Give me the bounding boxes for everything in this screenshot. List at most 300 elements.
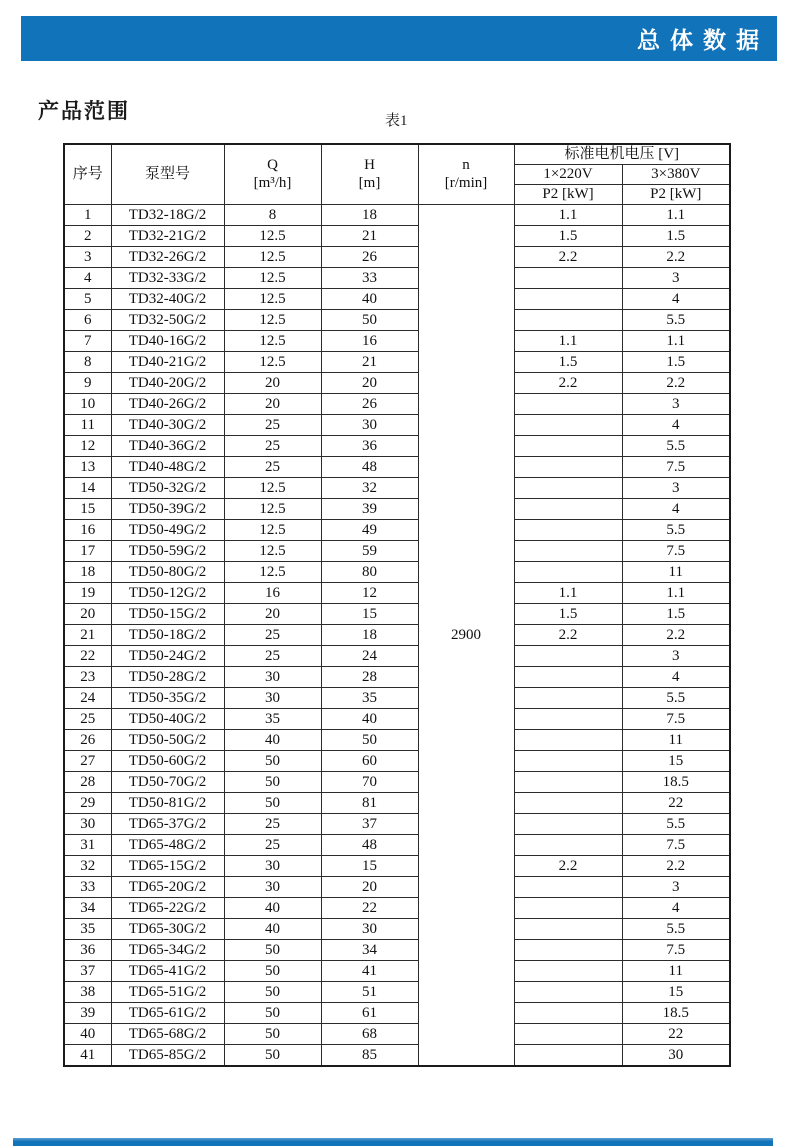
header-voltage-group: 标准电机电压 [V]: [514, 144, 730, 164]
row-index-cell: 34: [64, 897, 111, 918]
table-row: [64, 729, 730, 750]
head-h-cell: 50: [321, 729, 418, 750]
pump-model-cell: TD65-20G/2: [111, 876, 224, 897]
p2-380v-cell: 18.5: [622, 771, 730, 792]
p2-220v-cell: [514, 1002, 622, 1023]
table-row: [64, 204, 730, 225]
table-row: [64, 1023, 730, 1044]
pump-model-cell: TD40-48G/2: [111, 456, 224, 477]
flow-q-cell: 30: [224, 855, 321, 876]
row-index-cell: 15: [64, 498, 111, 519]
p2-380v-cell: 30: [622, 1044, 730, 1066]
head-h-cell: 12: [321, 582, 418, 603]
head-h-cell: 28: [321, 666, 418, 687]
pump-model-cell: TD50-80G/2: [111, 561, 224, 582]
row-index-cell: 27: [64, 750, 111, 771]
row-index-cell: 38: [64, 981, 111, 1002]
header-v380: 3×380V: [622, 164, 730, 184]
row-index-cell: 16: [64, 519, 111, 540]
p2-380v-cell: 3: [622, 645, 730, 666]
flow-q-cell: 20: [224, 372, 321, 393]
p2-380v-cell: 4: [622, 666, 730, 687]
flow-q-cell: 20: [224, 603, 321, 624]
row-index-cell: 39: [64, 1002, 111, 1023]
pump-model-cell: TD65-85G/2: [111, 1044, 224, 1066]
p2-220v-cell: [514, 750, 622, 771]
pump-model-cell: TD65-51G/2: [111, 981, 224, 1002]
pump-model-cell: TD32-26G/2: [111, 246, 224, 267]
p2-220v-cell: [514, 1023, 622, 1044]
p2-380v-cell: 5.5: [622, 309, 730, 330]
flow-q-cell: 40: [224, 918, 321, 939]
pump-model-cell: TD50-49G/2: [111, 519, 224, 540]
pump-model-cell: TD32-18G/2: [111, 204, 224, 225]
p2-220v-cell: [514, 561, 622, 582]
flow-q-cell: 25: [224, 456, 321, 477]
pump-data-table: [63, 143, 731, 1067]
p2-220v-cell: 1.5: [514, 603, 622, 624]
p2-380v-cell: 5.5: [622, 435, 730, 456]
p2-220v-cell: [514, 897, 622, 918]
p2-380v-cell: 4: [622, 897, 730, 918]
p2-220v-cell: 1.5: [514, 225, 622, 246]
p2-380v-cell: 3: [622, 267, 730, 288]
table-caption: 表1: [385, 113, 408, 129]
table-row: [64, 1044, 730, 1066]
head-h-cell: 30: [321, 918, 418, 939]
row-index-cell: 5: [64, 288, 111, 309]
p2-220v-cell: [514, 960, 622, 981]
header-col-q: [224, 144, 321, 204]
header-col-index: 序号: [64, 144, 111, 204]
p2-220v-cell: 2.2: [514, 372, 622, 393]
p2-380v-cell: 2.2: [622, 624, 730, 645]
table-row: [64, 309, 730, 330]
table-row: [64, 288, 730, 309]
pump-model-cell: TD50-24G/2: [111, 645, 224, 666]
row-index-cell: 3: [64, 246, 111, 267]
head-h-cell: 50: [321, 309, 418, 330]
pump-model-cell: TD50-70G/2: [111, 771, 224, 792]
p2-220v-cell: [514, 477, 622, 498]
head-h-cell: 48: [321, 456, 418, 477]
table-row: [64, 1002, 730, 1023]
flow-q-cell: 8: [224, 204, 321, 225]
flow-q-cell: 25: [224, 645, 321, 666]
p2-220v-cell: 2.2: [514, 246, 622, 267]
flow-q-cell: 50: [224, 1044, 321, 1066]
head-h-cell: 33: [321, 267, 418, 288]
flow-q-cell: 12.5: [224, 288, 321, 309]
pump-model-cell: TD40-26G/2: [111, 393, 224, 414]
table-row: [64, 792, 730, 813]
p2-220v-cell: [514, 414, 622, 435]
pump-model-cell: TD65-48G/2: [111, 834, 224, 855]
p2-220v-cell: 2.2: [514, 624, 622, 645]
head-h-cell: 16: [321, 330, 418, 351]
table-row: [64, 708, 730, 729]
head-h-cell: 48: [321, 834, 418, 855]
table-row: [64, 561, 730, 582]
head-h-cell: 26: [321, 393, 418, 414]
pump-model-cell: TD50-35G/2: [111, 687, 224, 708]
p2-220v-cell: [514, 1044, 622, 1066]
p2-220v-cell: 1.1: [514, 330, 622, 351]
p2-220v-cell: [514, 939, 622, 960]
table-header: [64, 144, 730, 204]
head-h-cell: 21: [321, 351, 418, 372]
row-index-cell: 7: [64, 330, 111, 351]
row-index-cell: 8: [64, 351, 111, 372]
flow-q-cell: 12.5: [224, 330, 321, 351]
p2-380v-cell: 15: [622, 750, 730, 771]
head-h-cell: 24: [321, 645, 418, 666]
header-p2-380: P2 [kW]: [622, 184, 730, 204]
pump-model-cell: TD50-60G/2: [111, 750, 224, 771]
flow-q-cell: 30: [224, 666, 321, 687]
head-h-cell: 22: [321, 897, 418, 918]
flow-q-cell: 12.5: [224, 309, 321, 330]
row-index-cell: 18: [64, 561, 111, 582]
head-h-cell: 80: [321, 561, 418, 582]
p2-220v-cell: [514, 813, 622, 834]
p2-380v-cell: 7.5: [622, 939, 730, 960]
p2-380v-cell: 4: [622, 498, 730, 519]
p2-220v-cell: 1.5: [514, 351, 622, 372]
head-h-cell: 85: [321, 1044, 418, 1066]
head-h-cell: 36: [321, 435, 418, 456]
flow-q-cell: 25: [224, 435, 321, 456]
head-h-cell: 60: [321, 750, 418, 771]
row-index-cell: 2: [64, 225, 111, 246]
table-row: [64, 960, 730, 981]
pump-model-cell: TD40-20G/2: [111, 372, 224, 393]
flow-q-cell: 40: [224, 897, 321, 918]
header-col-n: [418, 144, 514, 204]
speed-rpm-cell: 2900: [418, 204, 514, 1066]
pump-model-cell: TD65-34G/2: [111, 939, 224, 960]
pump-model-cell: TD65-61G/2: [111, 1002, 224, 1023]
pump-model-cell: TD50-28G/2: [111, 666, 224, 687]
table-row: [64, 582, 730, 603]
flow-q-cell: 12.5: [224, 519, 321, 540]
row-index-cell: 17: [64, 540, 111, 561]
table-row: [64, 645, 730, 666]
table-row: [64, 267, 730, 288]
head-h-cell: 41: [321, 960, 418, 981]
pump-model-cell: TD50-39G/2: [111, 498, 224, 519]
pump-model-cell: TD50-59G/2: [111, 540, 224, 561]
p2-220v-cell: [514, 834, 622, 855]
pump-model-cell: TD40-21G/2: [111, 351, 224, 372]
pump-model-cell: TD50-15G/2: [111, 603, 224, 624]
p2-220v-cell: 1.1: [514, 204, 622, 225]
head-h-cell: 68: [321, 1023, 418, 1044]
row-index-cell: 9: [64, 372, 111, 393]
table-row: [64, 897, 730, 918]
head-h-cell: 51: [321, 981, 418, 1002]
p2-380v-cell: 3: [622, 477, 730, 498]
table-row: [64, 519, 730, 540]
head-h-cell: 49: [321, 519, 418, 540]
p2-220v-cell: [514, 519, 622, 540]
p2-380v-cell: 2.2: [622, 246, 730, 267]
p2-380v-cell: 1.1: [622, 330, 730, 351]
pump-model-cell: TD65-22G/2: [111, 897, 224, 918]
row-index-cell: 28: [64, 771, 111, 792]
p2-380v-cell: 4: [622, 414, 730, 435]
flow-q-cell: 50: [224, 792, 321, 813]
pump-model-cell: TD50-12G/2: [111, 582, 224, 603]
head-h-cell: 30: [321, 414, 418, 435]
table-row: [64, 414, 730, 435]
pump-model-cell: TD40-36G/2: [111, 435, 224, 456]
pump-model-cell: TD50-50G/2: [111, 729, 224, 750]
table-row: [64, 771, 730, 792]
flow-q-cell: 40: [224, 729, 321, 750]
p2-380v-cell: 1.5: [622, 603, 730, 624]
head-h-cell: 39: [321, 498, 418, 519]
table-row: [64, 813, 730, 834]
head-h-cell: 18: [321, 624, 418, 645]
table-row: [64, 939, 730, 960]
table-row: [64, 372, 730, 393]
head-h-cell: 26: [321, 246, 418, 267]
p2-380v-cell: 18.5: [622, 1002, 730, 1023]
flow-q-cell: 25: [224, 624, 321, 645]
row-index-cell: 24: [64, 687, 111, 708]
row-index-cell: 33: [64, 876, 111, 897]
head-h-cell: 34: [321, 939, 418, 960]
p2-220v-cell: [514, 498, 622, 519]
table-row: [64, 981, 730, 1002]
p2-380v-cell: 1.1: [622, 204, 730, 225]
header-col-model: 泵型号: [111, 144, 224, 204]
pump-model-cell: TD65-37G/2: [111, 813, 224, 834]
page-header-title: 总体数据: [637, 27, 769, 53]
row-index-cell: 36: [64, 939, 111, 960]
table-row: [64, 540, 730, 561]
p2-380v-cell: 22: [622, 792, 730, 813]
pump-model-cell: TD32-40G/2: [111, 288, 224, 309]
table-row: [64, 624, 730, 645]
p2-380v-cell: 7.5: [622, 834, 730, 855]
table-row: [64, 225, 730, 246]
p2-220v-cell: [514, 267, 622, 288]
head-h-cell: 32: [321, 477, 418, 498]
p2-220v-cell: 1.1: [514, 582, 622, 603]
p2-380v-cell: 11: [622, 729, 730, 750]
row-index-cell: 26: [64, 729, 111, 750]
row-index-cell: 22: [64, 645, 111, 666]
p2-380v-cell: 15: [622, 981, 730, 1002]
flow-q-cell: 16: [224, 582, 321, 603]
p2-380v-cell: 1.5: [622, 225, 730, 246]
table-row: [64, 687, 730, 708]
p2-380v-cell: 1.1: [622, 582, 730, 603]
table-row: [64, 876, 730, 897]
header-q-unit: [m³/h]: [253, 175, 292, 192]
row-index-cell: 12: [64, 435, 111, 456]
p2-220v-cell: [514, 918, 622, 939]
row-index-cell: 4: [64, 267, 111, 288]
flow-q-cell: 25: [224, 813, 321, 834]
p2-220v-cell: [514, 645, 622, 666]
row-index-cell: 1: [64, 204, 111, 225]
flow-q-cell: 20: [224, 393, 321, 414]
flow-q-cell: 50: [224, 1002, 321, 1023]
table-row: [64, 393, 730, 414]
flow-q-cell: 12.5: [224, 246, 321, 267]
p2-220v-cell: [514, 393, 622, 414]
p2-380v-cell: 1.5: [622, 351, 730, 372]
header-p2-220: P2 [kW]: [514, 184, 622, 204]
flow-q-cell: 12.5: [224, 225, 321, 246]
p2-220v-cell: 2.2: [514, 855, 622, 876]
pump-model-cell: TD50-40G/2: [111, 708, 224, 729]
p2-380v-cell: 11: [622, 561, 730, 582]
head-h-cell: 15: [321, 603, 418, 624]
flow-q-cell: 12.5: [224, 498, 321, 519]
row-index-cell: 31: [64, 834, 111, 855]
row-index-cell: 11: [64, 414, 111, 435]
p2-380v-cell: 2.2: [622, 372, 730, 393]
table-row: [64, 603, 730, 624]
table-row: [64, 666, 730, 687]
pump-model-cell: TD32-33G/2: [111, 267, 224, 288]
head-h-cell: 20: [321, 876, 418, 897]
p2-380v-cell: 5.5: [622, 813, 730, 834]
row-index-cell: 30: [64, 813, 111, 834]
flow-q-cell: 12.5: [224, 540, 321, 561]
p2-220v-cell: [514, 540, 622, 561]
row-index-cell: 35: [64, 918, 111, 939]
flow-q-cell: 50: [224, 750, 321, 771]
page-footer-bar: [13, 1138, 773, 1146]
p2-380v-cell: 22: [622, 1023, 730, 1044]
table-row: [64, 918, 730, 939]
page-header-bar: [21, 16, 777, 61]
table-row: [64, 246, 730, 267]
head-h-cell: 20: [321, 372, 418, 393]
row-index-cell: 14: [64, 477, 111, 498]
row-index-cell: 21: [64, 624, 111, 645]
flow-q-cell: 25: [224, 834, 321, 855]
head-h-cell: 70: [321, 771, 418, 792]
flow-q-cell: 50: [224, 771, 321, 792]
header-row-1: [64, 144, 730, 164]
row-index-cell: 40: [64, 1023, 111, 1044]
head-h-cell: 18: [321, 204, 418, 225]
row-index-cell: 37: [64, 960, 111, 981]
table-row: [64, 477, 730, 498]
row-index-cell: 19: [64, 582, 111, 603]
header-col-h: [321, 144, 418, 204]
header-v220: 1×220V: [514, 164, 622, 184]
flow-q-cell: 50: [224, 1023, 321, 1044]
pump-model-cell: TD65-41G/2: [111, 960, 224, 981]
p2-380v-cell: 7.5: [622, 708, 730, 729]
p2-220v-cell: [514, 708, 622, 729]
p2-220v-cell: [514, 876, 622, 897]
p2-380v-cell: 2.2: [622, 855, 730, 876]
flow-q-cell: 25: [224, 414, 321, 435]
table-row: [64, 435, 730, 456]
p2-220v-cell: [514, 456, 622, 477]
pump-model-cell: TD65-68G/2: [111, 1023, 224, 1044]
flow-q-cell: 50: [224, 981, 321, 1002]
head-h-cell: 35: [321, 687, 418, 708]
p2-380v-cell: 3: [622, 393, 730, 414]
head-h-cell: 61: [321, 1002, 418, 1023]
pump-model-cell: TD40-30G/2: [111, 414, 224, 435]
p2-380v-cell: 7.5: [622, 456, 730, 477]
flow-q-cell: 35: [224, 708, 321, 729]
flow-q-cell: 12.5: [224, 561, 321, 582]
p2-220v-cell: [514, 687, 622, 708]
table-row: [64, 351, 730, 372]
pump-model-cell: TD32-50G/2: [111, 309, 224, 330]
flow-q-cell: 12.5: [224, 267, 321, 288]
row-index-cell: 23: [64, 666, 111, 687]
p2-380v-cell: 5.5: [622, 687, 730, 708]
flow-q-cell: 50: [224, 939, 321, 960]
head-h-cell: 15: [321, 855, 418, 876]
row-index-cell: 32: [64, 855, 111, 876]
p2-220v-cell: [514, 288, 622, 309]
pump-model-cell: TD50-32G/2: [111, 477, 224, 498]
p2-220v-cell: [514, 792, 622, 813]
pump-model-cell: TD65-15G/2: [111, 855, 224, 876]
header-n-symbol: n: [462, 156, 470, 173]
header-q-symbol: Q: [267, 156, 278, 173]
flow-q-cell: 12.5: [224, 351, 321, 372]
p2-380v-cell: 7.5: [622, 540, 730, 561]
p2-220v-cell: [514, 309, 622, 330]
p2-220v-cell: [514, 729, 622, 750]
header-n-unit: [r/min]: [444, 175, 488, 192]
flow-q-cell: 30: [224, 876, 321, 897]
table-row: [64, 456, 730, 477]
row-index-cell: 25: [64, 708, 111, 729]
pump-model-cell: TD65-30G/2: [111, 918, 224, 939]
pump-model-cell: TD50-18G/2: [111, 624, 224, 645]
p2-380v-cell: 4: [622, 288, 730, 309]
p2-220v-cell: [514, 666, 622, 687]
pump-model-cell: TD50-81G/2: [111, 792, 224, 813]
table-body: [64, 204, 730, 1066]
flow-q-cell: 30: [224, 687, 321, 708]
pump-model-cell: TD40-16G/2: [111, 330, 224, 351]
head-h-cell: 37: [321, 813, 418, 834]
section-title: 产品范围: [38, 100, 130, 123]
row-index-cell: 20: [64, 603, 111, 624]
p2-380v-cell: 5.5: [622, 519, 730, 540]
table-row: [64, 834, 730, 855]
head-h-cell: 81: [321, 792, 418, 813]
flow-q-cell: 50: [224, 960, 321, 981]
head-h-cell: 40: [321, 708, 418, 729]
p2-380v-cell: 3: [622, 876, 730, 897]
p2-220v-cell: [514, 981, 622, 1002]
table-row: [64, 498, 730, 519]
table-row: [64, 750, 730, 771]
p2-380v-cell: 5.5: [622, 918, 730, 939]
table-row: [64, 330, 730, 351]
row-index-cell: 6: [64, 309, 111, 330]
head-h-cell: 59: [321, 540, 418, 561]
row-index-cell: 29: [64, 792, 111, 813]
